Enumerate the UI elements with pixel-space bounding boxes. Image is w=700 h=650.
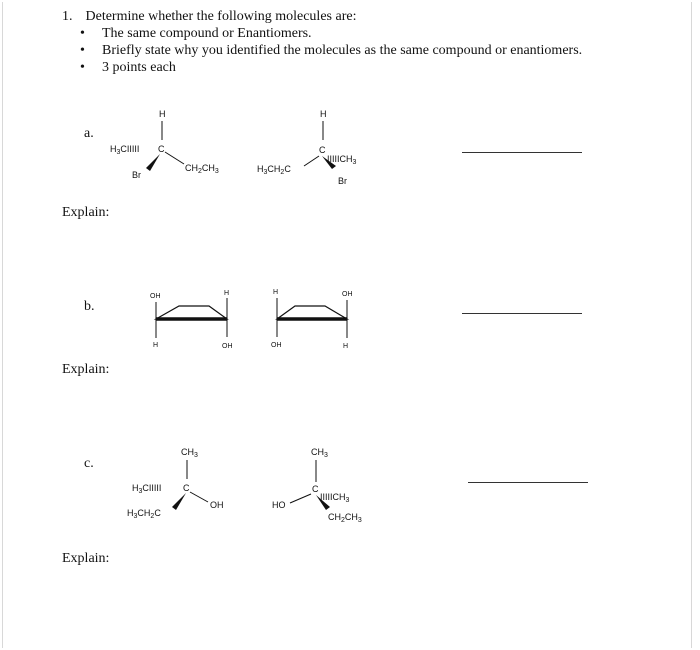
mol-a-left-center: C [158, 144, 165, 154]
mol-b-right-top-right: OH [342, 291, 353, 298]
mol-c-left-right: OH [210, 500, 224, 510]
molecule-c-right [272, 447, 362, 524]
molecule-a-right [257, 109, 357, 186]
mol-a-right-center: C [319, 145, 326, 155]
mol-a-right-top: H [320, 109, 327, 119]
mol-b-left-top-right: H [224, 290, 230, 297]
bullet-text: The same compound or Enantiomers. [102, 26, 312, 41]
mol-b-right-bottom-left: OH [271, 342, 282, 349]
molecule-b-right [271, 289, 353, 350]
mol-c-right-center: C [312, 484, 319, 494]
mol-a-left-top: H [159, 109, 166, 119]
mol-a-left-left: $H_3CIIIII$ [110, 144, 140, 156]
mol-b-right-top-left: H [273, 289, 279, 296]
question-number: 1. [62, 9, 73, 24]
mol-a-right-bottom: Br [338, 176, 347, 186]
question-prompt: Determine whether the following molecules are: [85, 9, 357, 24]
part-b-label: b. [84, 299, 95, 314]
wedge-bond [172, 493, 186, 510]
bullet-icon: • [80, 60, 85, 75]
molecule-c-pair [120, 440, 400, 535]
molecule-a-left [110, 109, 219, 180]
mol-a-left-bottom: Br [132, 170, 141, 180]
bullet-icon: • [80, 26, 85, 41]
mol-c-left-left: $H_3CIIIII$ [132, 483, 162, 495]
mol-b-right-bottom-right: H [343, 343, 349, 350]
bullet-2 [80, 42, 582, 59]
question-header [62, 9, 356, 25]
mol-b-left-top-left: OH [150, 293, 161, 300]
molecule-b-left [150, 290, 233, 350]
bullet-text: Briefly state why you identified the molecules as the same compound or enantiomers. [102, 43, 583, 58]
molecule-b-pair [140, 282, 370, 357]
part-a-answer-line[interactable] [462, 152, 582, 153]
part-a-explain: Explain: [62, 205, 110, 220]
bullet-3 [80, 59, 176, 76]
molecule-a-pair [100, 100, 400, 195]
mol-a-right-right: $IIIIICH_3$ [327, 154, 357, 166]
part-b-explain: Explain: [62, 362, 110, 377]
part-c-explain: Explain: [62, 551, 110, 566]
mol-c-right-right: $IIIIICH_3$ [320, 492, 350, 504]
mol-a-right-left: $H_3CH_2C$ [257, 164, 291, 176]
mol-c-right-bottom: $CH_2CH_3$ [328, 512, 362, 524]
mol-c-left-bottom: $H_3CH_2C$ [127, 508, 161, 520]
mol-a-left-right: $CH_2CH_3$ [185, 163, 219, 175]
wedge-bond [146, 154, 160, 171]
mol-c-right-left: HO [272, 500, 286, 510]
bullet-1 [80, 25, 312, 42]
bullet-text: 3 points each [102, 60, 176, 75]
mol-b-left-bottom-right: OH [222, 343, 233, 350]
part-a-label: a. [84, 126, 94, 141]
mol-c-left-top: $CH_3$ [181, 447, 198, 459]
mol-c-right-top: $CH_3$ [311, 447, 328, 459]
bullet-icon: • [80, 43, 85, 58]
molecule-c-left [127, 447, 224, 520]
part-c-answer-line[interactable] [468, 482, 588, 483]
part-b-answer-line[interactable] [462, 313, 582, 314]
mol-c-left-center: C [183, 483, 190, 493]
part-c-label: c. [84, 456, 94, 471]
mol-b-left-bottom-left: H [153, 342, 159, 349]
